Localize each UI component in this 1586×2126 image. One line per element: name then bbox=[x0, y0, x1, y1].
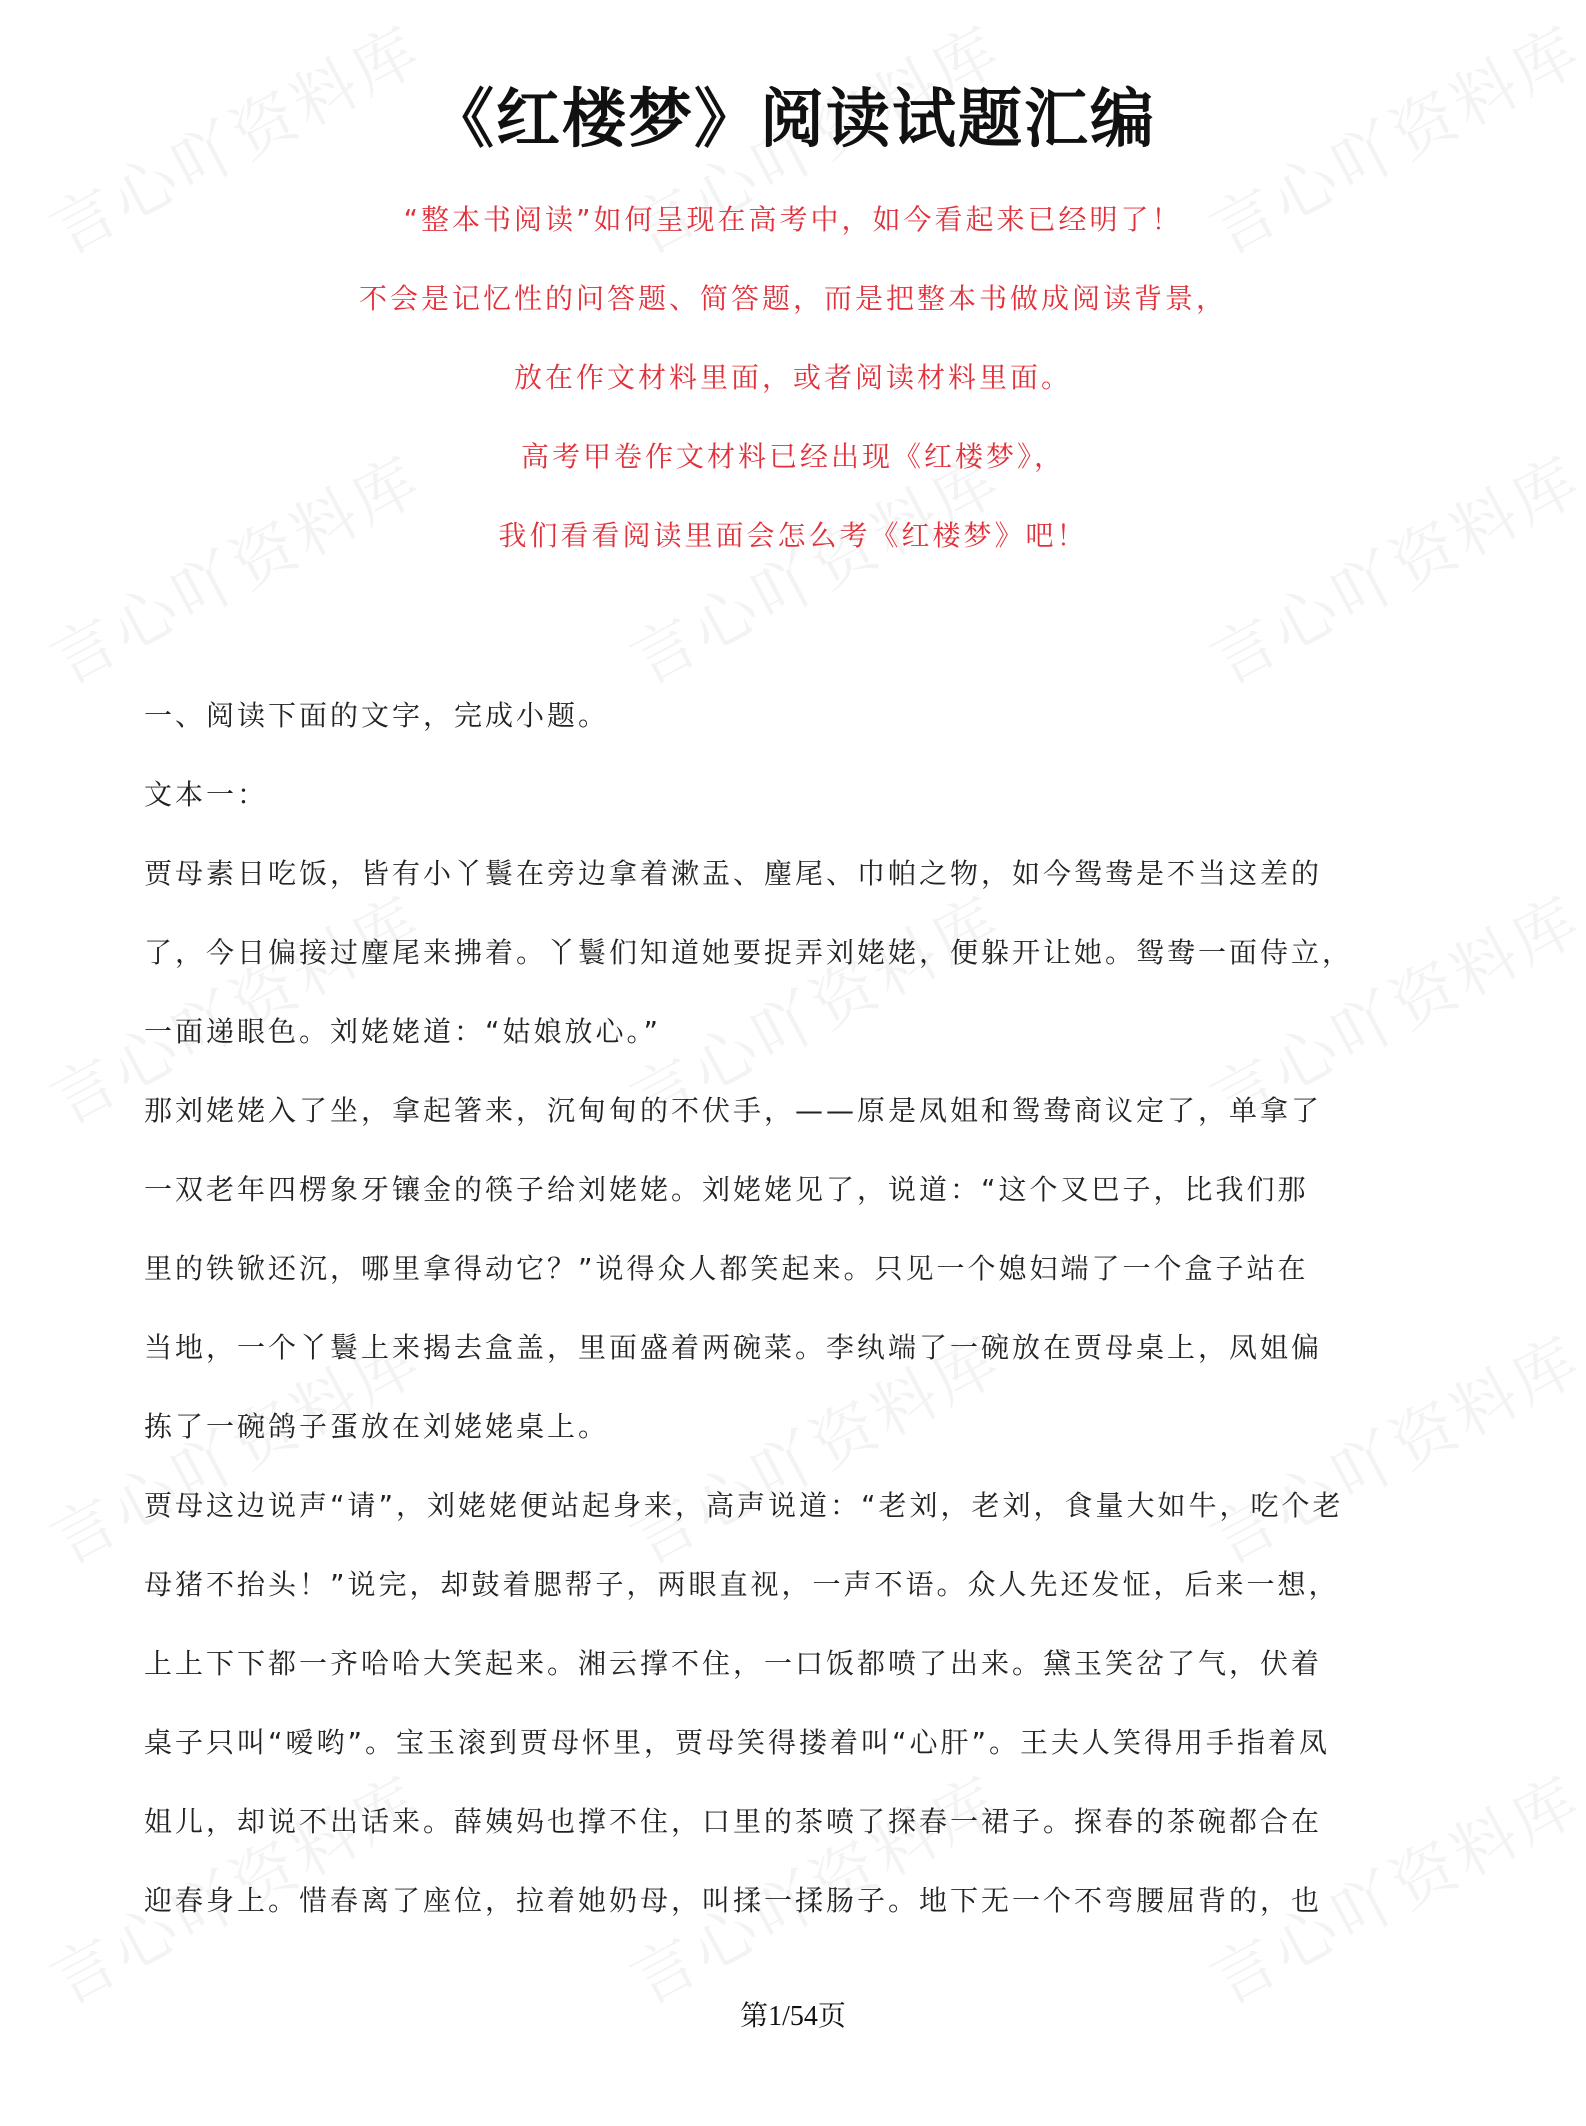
intro-line: “整本书阅读”如何呈现在高考中，如今看起来已经明了！ bbox=[403, 203, 1183, 236]
body-line: 了，今日偏接过麈尾来拂着。丫鬟们知道她要捉弄刘姥姥，便躲开让她。鸳鸯一面侍立， bbox=[144, 936, 1354, 969]
body-line: 桌子只叫“嗳哟”。宝玉滚到贾母怀里，贾母笑得搂着叫“心肝”。王夫人笑得用手指着凤 bbox=[144, 1726, 1331, 1759]
intro-line: 我们看看阅读里面会怎么考《红楼梦》吧！ bbox=[498, 519, 1088, 552]
text-label: 文本一： bbox=[144, 778, 269, 811]
reading-content bbox=[144, 676, 1444, 1940]
document-title: 《红楼梦》阅读试题汇编 bbox=[430, 82, 1156, 157]
body-line: 一面递眼色。刘姥姥道：“姑娘放心。” bbox=[144, 1015, 662, 1048]
body-line: 贾母这边说声“请”，刘姥姥便站起身来，高声说道：“老刘，老刘，食量大如牛，吃个老 bbox=[144, 1489, 1344, 1522]
intro-block bbox=[0, 198, 1586, 593]
body-line: 拣了一碗鸽子蛋放在刘姥姥桌上。 bbox=[144, 1410, 610, 1443]
body-line: 母猪不抬头！”说完，却鼓着腮帮子，两眼直视，一声不语。众人先还发怔，后来一想， bbox=[144, 1568, 1340, 1601]
body-line: 上上下下都一齐哈哈大笑起来。湘云撑不住，一口饭都喷了出来。黛玉笑岔了气，伏着 bbox=[144, 1647, 1323, 1680]
body-line: 当地，一个丫鬟上来揭去盒盖，里面盛着两碗菜。李纨端了一碗放在贾母桌上，凤姐偏 bbox=[144, 1331, 1323, 1364]
body-line: 那刘姥姥入了坐，拿起箸来，沉甸甸的不伏手，——原是凤姐和鸳鸯商议定了，单拿了 bbox=[144, 1094, 1323, 1127]
body-line: 姐儿，却说不出话来。薛姨妈也撑不住，口里的茶喷了探春一裙子。探春的茶碗都合在 bbox=[144, 1805, 1323, 1838]
intro-line: 放在作文材料里面，或者阅读材料里面。 bbox=[513, 361, 1072, 394]
body-line: 一双老年四楞象牙镶金的筷子给刘姥姥。刘姥姥见了，说道：“这个叉巴子，比我们那 bbox=[144, 1173, 1309, 1206]
section-heading: 一、阅读下面的文字，完成小题。 bbox=[144, 699, 610, 732]
intro-line: 高考甲卷作文材料已经出现《红楼梦》， bbox=[520, 440, 1065, 473]
body-line: 贾母素日吃饭，皆有小丫鬟在旁边拿着漱盂、麈尾、巾帕之物，如今鸳鸯是不当这差的 bbox=[144, 857, 1323, 890]
body-line: 里的铁锨还沉，哪里拿得动它？”说得众人都笑起来。只见一个媳妇端了一个盒子站在 bbox=[144, 1252, 1309, 1285]
intro-line: 不会是记忆性的问答题、简答题，而是把整本书做成阅读背景， bbox=[358, 282, 1227, 315]
page-number: 第1/54页 bbox=[740, 2001, 846, 2032]
body-line: 迎春身上。惜春离了座位，拉着她奶母，叫揉一揉肠子。地下无一个不弯腰屈背的，也 bbox=[144, 1884, 1323, 1917]
